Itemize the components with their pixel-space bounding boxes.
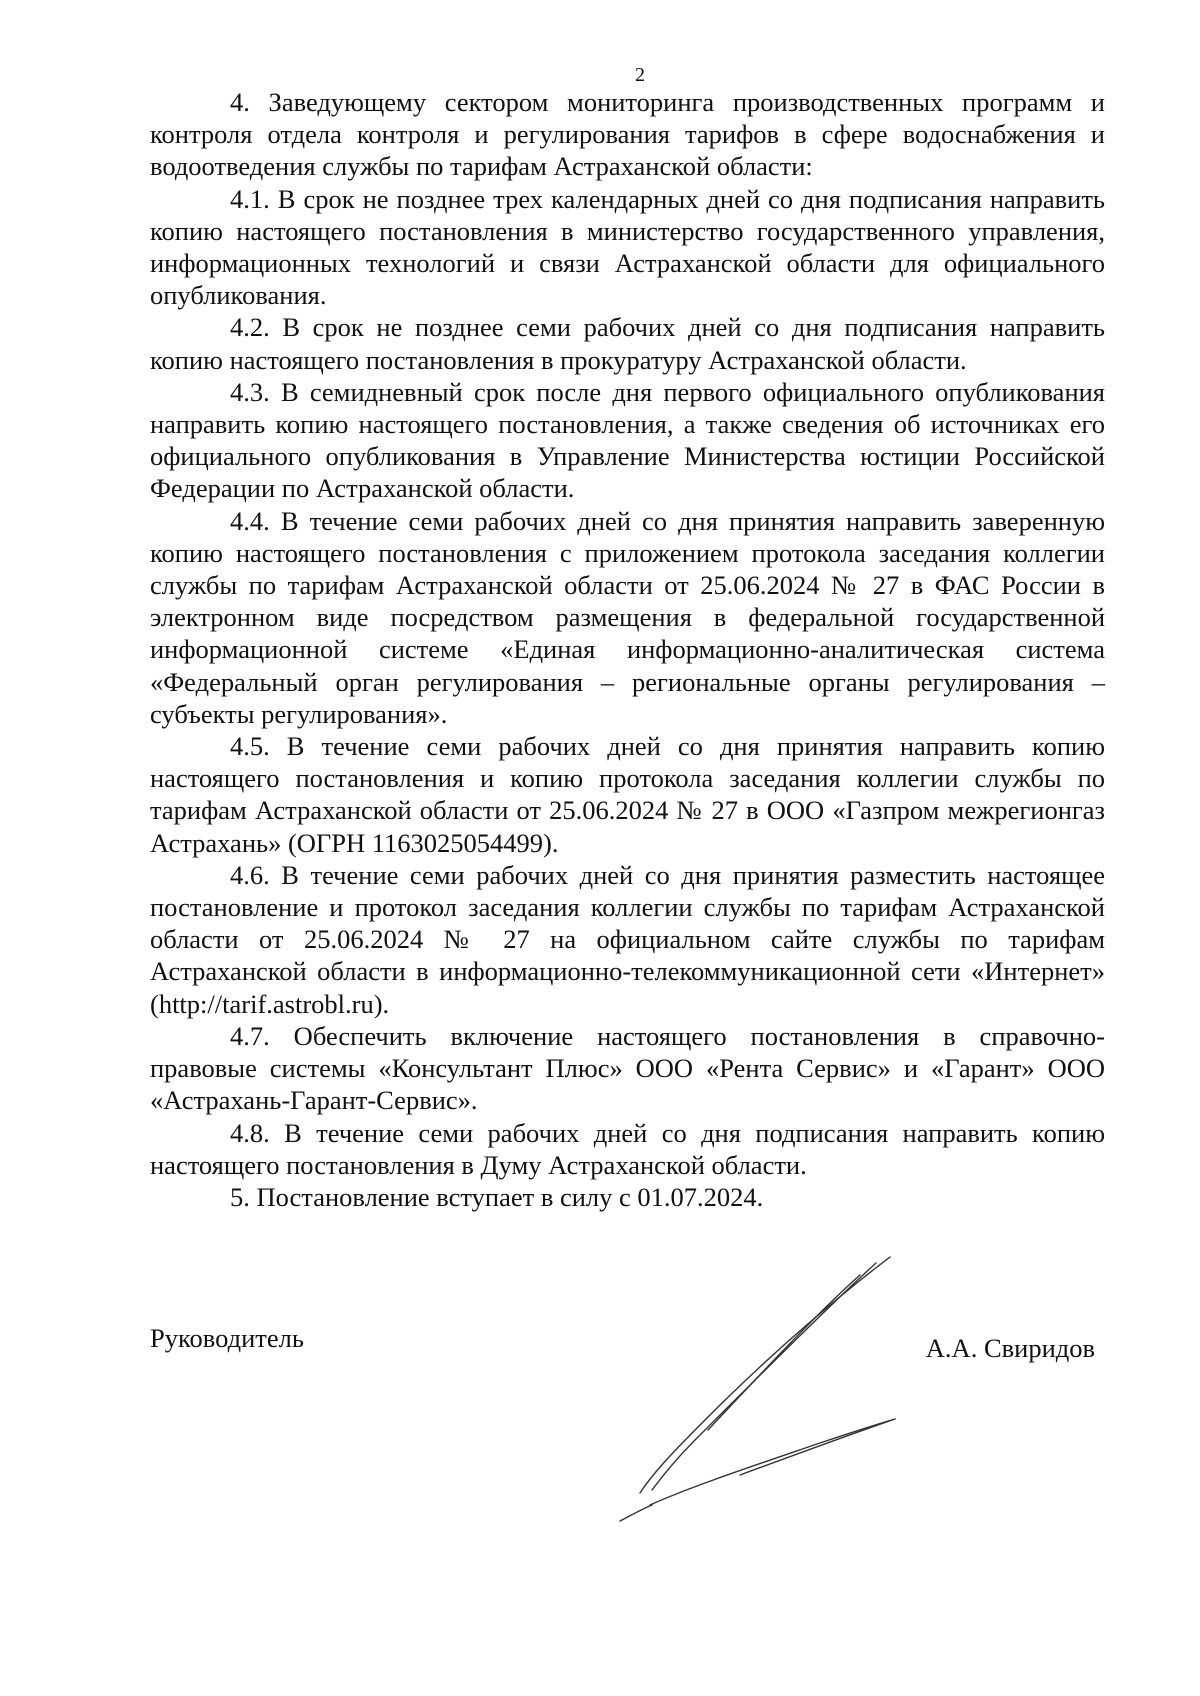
paragraph-4-3: 4.3. В семидневный срок после дня первого официального опубликования направить копию настоящего постановления, а также сведения об источниках его официального опубликования в Управление Министерства юстиции Российской Федерации по Астраханской области.: [150, 376, 1105, 504]
paragraph-4-4: 4.4. В течение семи рабочих дней со дня принятия направить заверенную копию настоящего постановления с приложением протокола заседания коллегии службы по тарифам Астраханской области от 25.06.2024 № 27 в ФАС России в электронном виде посредством размещения в федеральной государственной информационной системе «Единая информационно-аналитическая система «Федеральный орган регулирования – региональные органы регулирования – субъекты регулирования».: [150, 505, 1105, 729]
page-number: 2: [635, 64, 645, 86]
paragraph-4-1: 4.1. В срок не позднее трех календарных дней со дня подписания направить копию настоящего постановления в министерство государственного управления, информационных технологий и связи Астраханской области для официального опубликования.: [150, 183, 1105, 311]
paragraph-4-6: 4.6. В течение семи рабочих дней со дня принятия разместить настоящее постановление и протокол заседания коллегии службы по тарифам Астраханской области от 25.06.2024 № 27 на официальном сайте службы по тарифам Астраханской области в информационно-телекоммуникационной сети «Интернет» (http://tarif.astrobl.ru).: [150, 859, 1105, 1019]
paragraph-4-2: 4.2. В срок не позднее семи рабочих дней со дня подписания направить копию настоящего постановления в прокуратуру Астраханской области.: [150, 312, 1105, 375]
paragraph-5: 5. Постановление вступает в силу с 01.07.2024.: [230, 1181, 764, 1212]
document-body: [150, 86, 1105, 1213]
paragraph-4-8: 4.8. В течение семи рабочих дней со дня подписания направить копию настоящего постановления в Думу Астраханской области.: [150, 1117, 1105, 1180]
signatory-name: А.А. Свиридов: [925, 1333, 1095, 1363]
paragraph-4-5: 4.5. В течение семи рабочих дней со дня принятия направить копию настоящего постановления и копию протокола заседания коллегии службы по тарифам Астраханской области от 25.06.2024 № 27 в ООО «Газпром межрегионгаз Астрахань» (ОГРН 1163025054499).: [150, 731, 1105, 858]
signatory-title: Руководитель: [150, 1323, 304, 1353]
handwritten-signature: [590, 1255, 910, 1525]
paragraph-4-7: 4.7. Обеспечить включение настоящего постановления в справочно-правовые системы «Консультант Плюс» ООО «Рента Сервис» и «Гарант» ООО «Астрахань-Гарант-Сервис».: [150, 1020, 1105, 1116]
paragraph-4: 4. Заведующему сектором мониторинга производственных программ и контроля отдела контроля и регулирования тарифов в сфере водоснабжения и водоотведения службы по тарифам Астраханской области:: [150, 87, 1105, 182]
